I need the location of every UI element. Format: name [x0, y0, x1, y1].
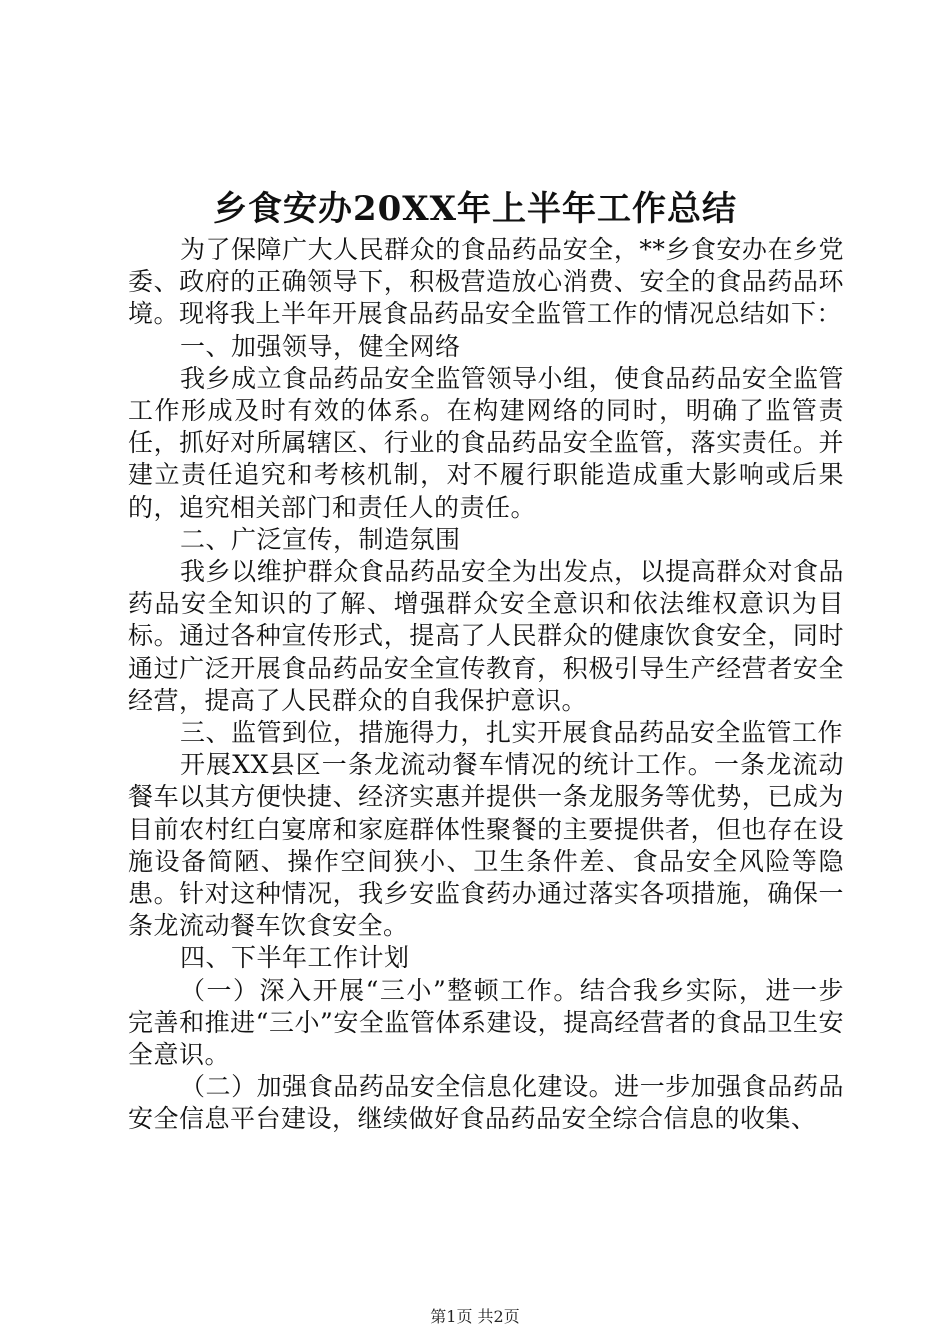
paragraph-intro: 为了保障广大人民群众的食品药品安全，**乡食安办在乡党委、政府的正确领导下，积极营造放心消费、安全的食品药品环境。现将我上半年开展食品药品安全监管工作的情况总结如下：: [128, 235, 844, 329]
paragraph-section-3: 开展XX县区一条龙流动餐车情况的统计工作。一条龙流动餐车以其方便快捷、经济实惠并提供一条龙服务等优势，已成为目前农村红白宴席和家庭群体性聚餐的主要提供者，但也存在设施设备简陋、操作空间狭小、卫生条件差、食品安全风险等隐患。针对这种情况，我乡安监食药办通过落实各项措施，确保一条龙流动餐车饮食安全。: [128, 750, 844, 941]
section-heading-4: 四、下半年工作计划: [180, 943, 410, 973]
paragraph-plan-2: （二）加强食品药品安全信息化建设。进一步加强食品药品安全信息平台建设，继续做好食品药品安全综合信息的收集、: [128, 1072, 844, 1134]
section-heading-2: 二、广泛宣传，制造氛围: [180, 524, 461, 554]
document-body: [128, 234, 844, 1136]
document-title: 乡食安办20XX年上半年工作总结: [212, 189, 738, 229]
paragraph-plan-1: （一）深入开展“三小”整顿工作。结合我乡实际，进一步完善和推进“三小”安全监管体系建设，提高经营者的食品卫生安全意识。: [128, 975, 844, 1070]
page-footer: 第1页 共2页: [430, 1307, 520, 1326]
paragraph-section-1: 我乡成立食品药品安全监管领导小组，使食品药品安全监管工作形成及时有效的体系。在构建网络的同时，明确了监管责任，抓好对所属辖区、行业的食品药品安全监管，落实责任。并建立责任追究和考核机制，对不履行职能造成重大影响或后果的，追究相关部门和责任人的责任。: [128, 363, 844, 522]
paragraph-section-2: 我乡以维护群众食品药品安全为出发点，以提高群众对食品药品安全知识的了解、增强群众安全意识和依法维权意识为目标。通过各种宣传形式，提高了人民群众的健康饮食安全，同时通过广泛开展食品药品安全宣传教育，积极引导生产经营者安全经营，提高了人民群众的自我保护意识。: [128, 557, 844, 715]
section-heading-3: 三、监管到位，措施得力，扎实开展食品药品安全监管工作: [180, 718, 844, 748]
section-heading-1: 一、加强领导，健全网络: [180, 331, 461, 361]
